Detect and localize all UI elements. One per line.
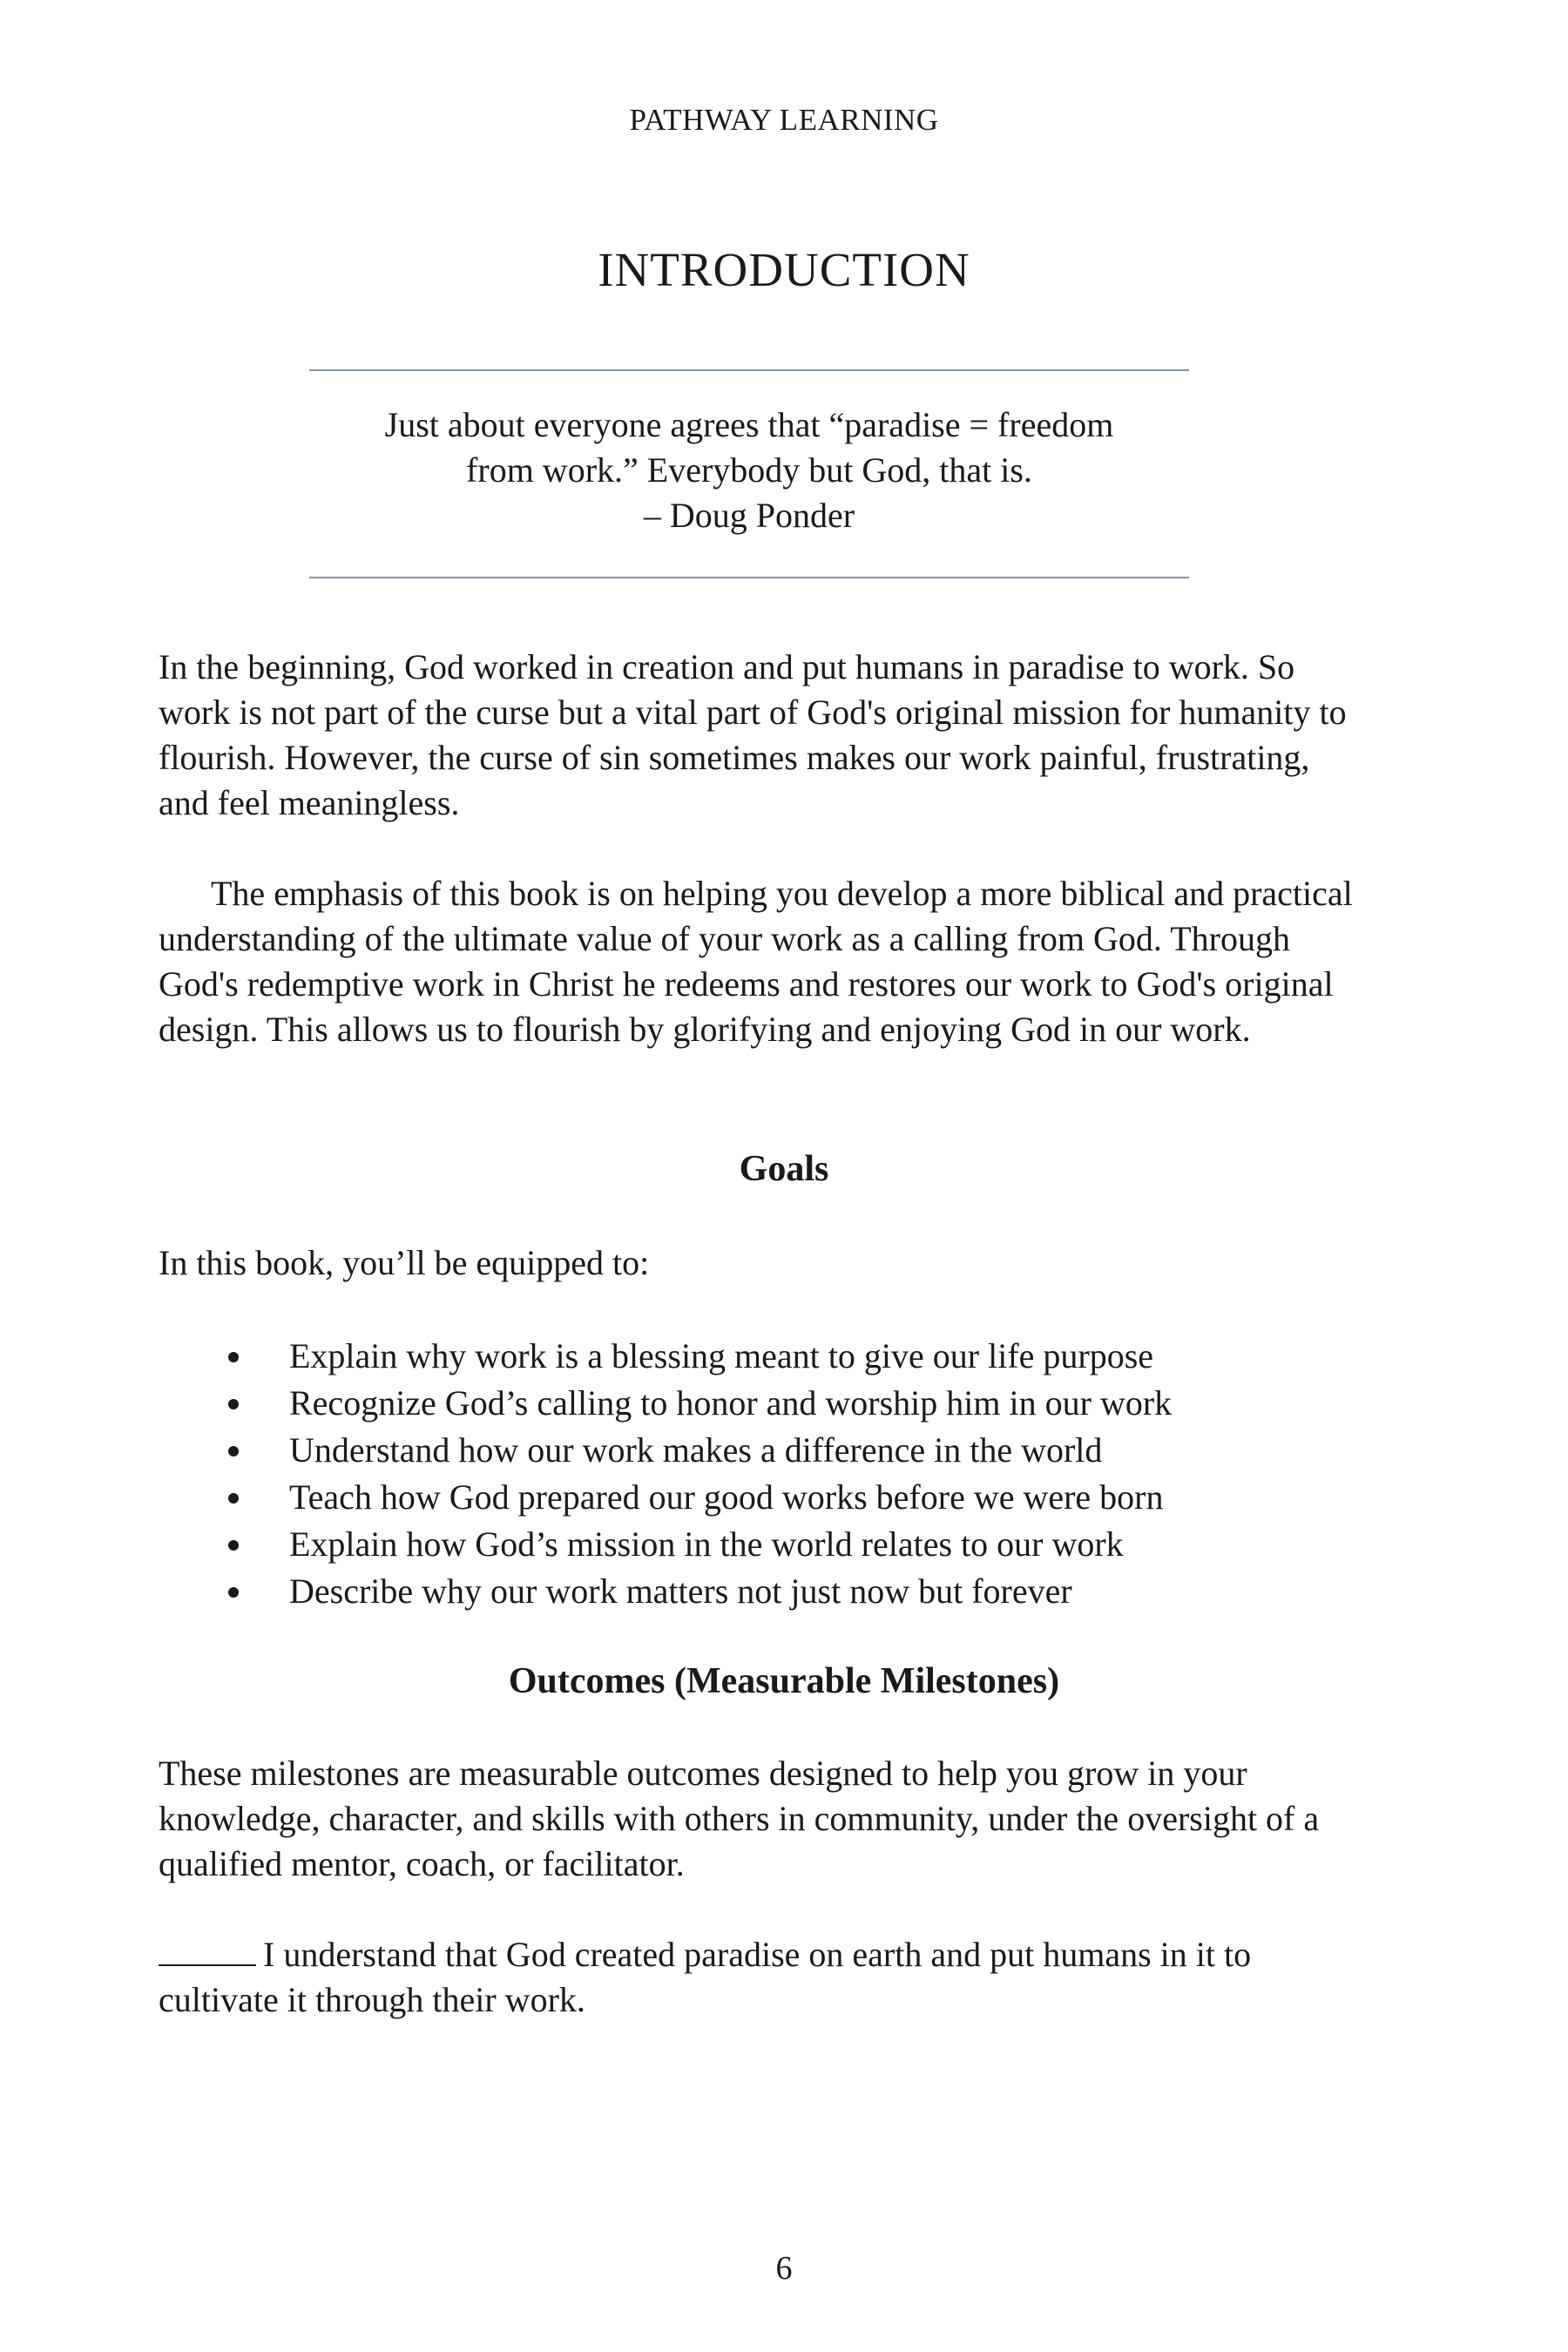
epigraph-line-2: from work.” Everybody but God, that is.	[466, 450, 1032, 490]
epigraph	[309, 402, 1189, 538]
goal-item: Explain how God’s mission in the world relates to our work	[289, 1521, 1422, 1568]
milestone-checkbox-blank[interactable]	[159, 1938, 256, 1966]
running-header: PATHWAY LEARNING	[629, 103, 939, 137]
goal-item: Explain why work is a blessing meant to give our life purpose	[289, 1333, 1422, 1380]
page-number: 6	[775, 2250, 793, 2287]
goal-item: Understand how our work makes a difference in the world	[289, 1427, 1422, 1474]
milestone-item	[159, 1932, 1361, 2023]
goal-item: Teach how God prepared our good works before we were born	[289, 1474, 1422, 1521]
outcomes-heading: Outcomes (Measurable Milestones)	[508, 1661, 1060, 1701]
epigraph-attribution: – Doug Ponder	[643, 496, 855, 535]
epigraph-top-rule	[309, 369, 1189, 371]
outcomes-intro: These milestones are measurable outcomes designed to help you grow in your knowledge, character, and skills with others in community, under the oversight of a qualified mentor, coach, or facilitator.	[159, 1754, 1320, 1883]
goals-heading: Goals	[739, 1149, 829, 1189]
goals-intro: In this book, you’ll be equipped to:	[159, 1243, 650, 1282]
intro-paragraph-1: In the beginning, God worked in creation and put humans in paradise to work. So work is not part of the curse but a vital part of God's original mission for humanity to flourish. However, the curse of sin sometimes makes our work painful, frustrating, and feel meaningless.	[159, 647, 1347, 822]
milestone-text: I understand that God created paradise on earth and put humans in it to cultivate it through their work.	[159, 1935, 1252, 2019]
intro-paragraph-2: The emphasis of this book is on helping you develop a more biblical and practical understanding of the ultimate value of your work as a calling from God. Through God's redemptive work in Christ he redeems and restores our work to God's original design. This allows us to flourish by glorifying and enjoying God in our work.	[159, 874, 1353, 1049]
goals-list	[289, 1333, 1422, 1615]
epigraph-line-1: Just about everyone agrees that “paradise = freedom	[384, 405, 1114, 444]
goal-item: Describe why our work matters not just now but forever	[289, 1568, 1422, 1615]
epigraph-bottom-rule	[309, 577, 1189, 578]
chapter-title: INTRODUCTION	[598, 243, 970, 296]
goal-item: Recognize God’s calling to honor and worship him in our work	[289, 1380, 1422, 1427]
